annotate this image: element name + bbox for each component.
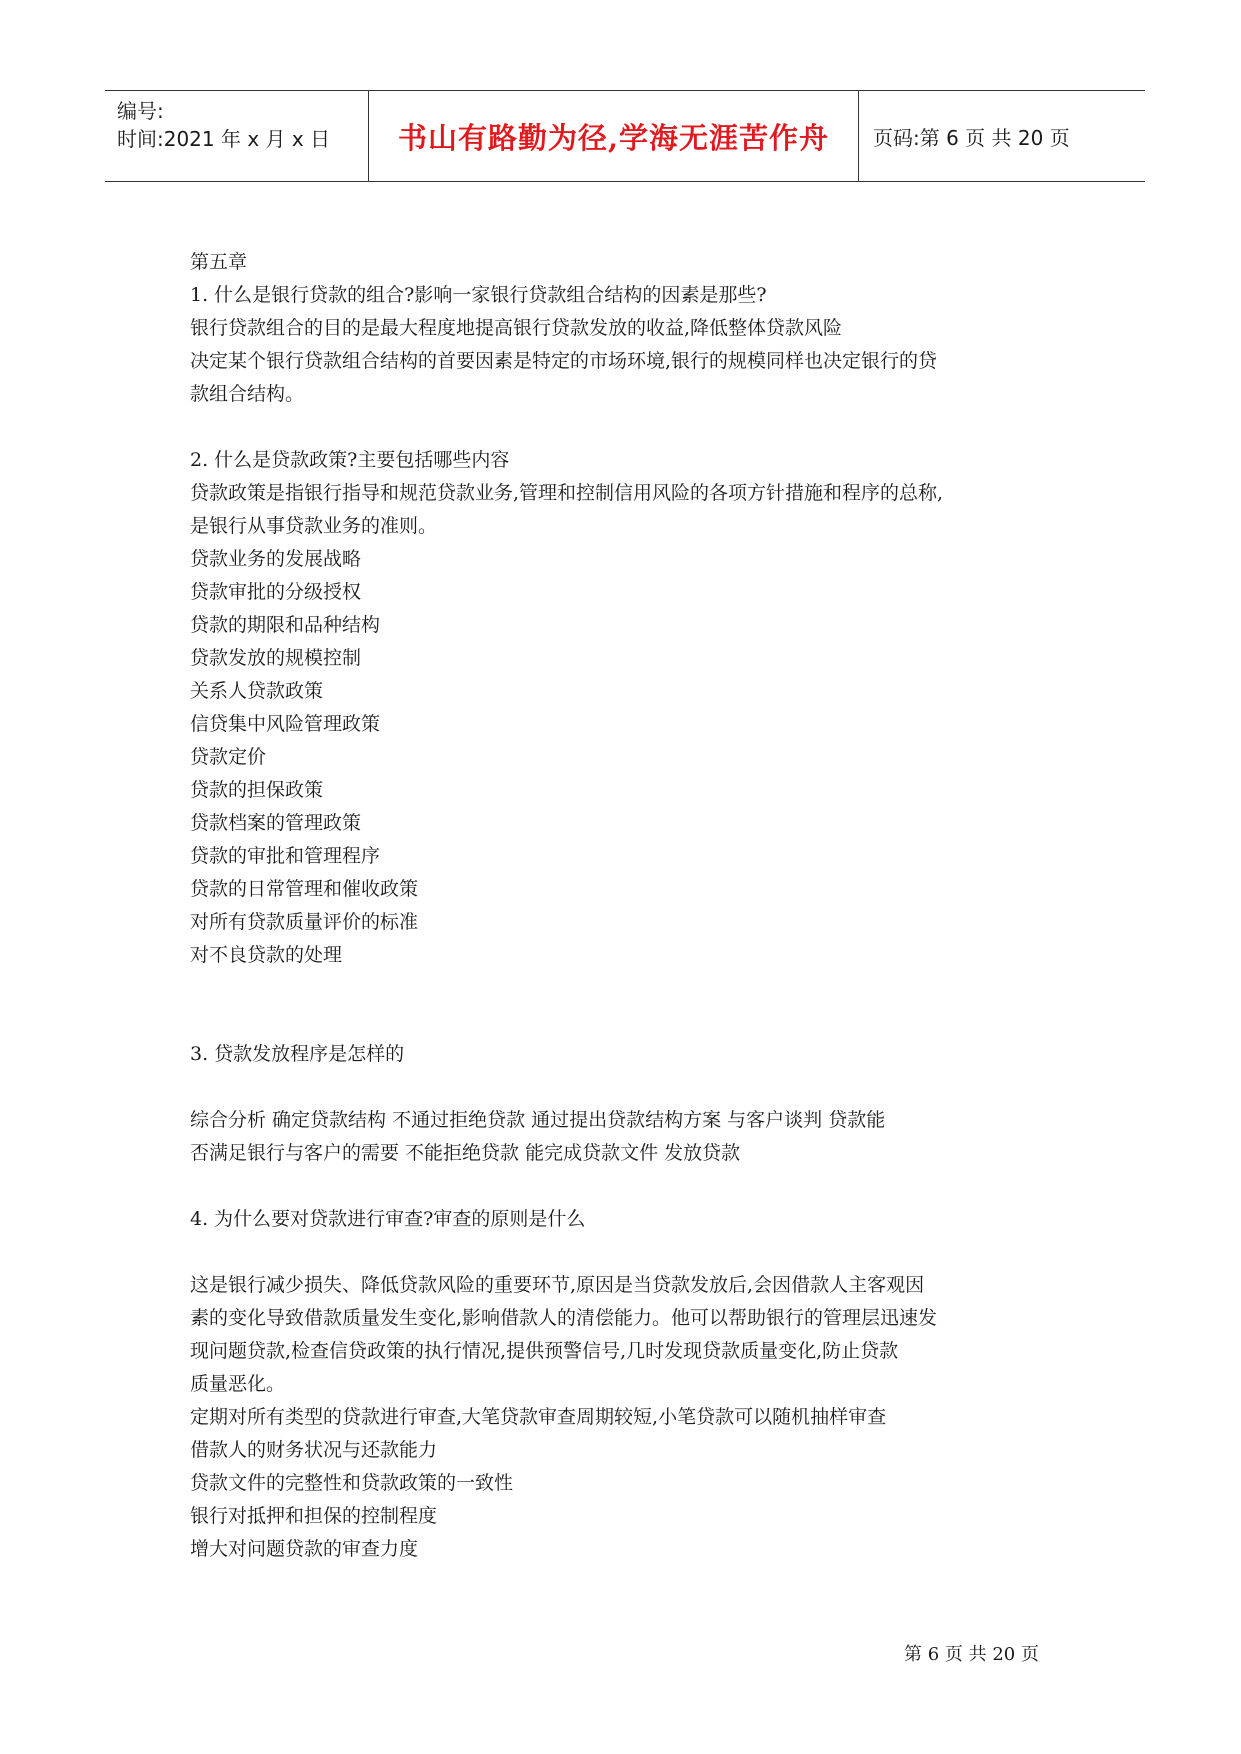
header-page-cell	[859, 91, 1145, 181]
page-header	[105, 90, 1145, 182]
paragraph-line: 否满足银行与客户的需要 不能拒绝贷款 能完成贷款文件 发放贷款	[190, 1142, 741, 1164]
header-page-number: 页码:第 6 页 共 20 页	[873, 125, 1070, 150]
document-body	[190, 246, 1070, 1566]
list-item: 贷款发放的规模控制	[190, 647, 362, 669]
list-item: 贷款的日常管理和催收政策	[190, 878, 419, 900]
paragraph-line: 这是银行减少损失、降低贷款风险的重要环节,原因是当贷款发放后,会因借款人主客观因	[190, 1274, 925, 1296]
question-1-title: 1. 什么是银行贷款的组合?影响一家银行贷款组合结构的因素是那些?	[190, 284, 767, 306]
paragraph-line: 定期对所有类型的贷款进行审查,大笔贷款审查周期较短,小笔贷款可以随机抽样审查	[190, 1406, 887, 1428]
paragraph-line: 综合分析 确定贷款结构 不通过拒绝贷款 通过提出贷款结构方案 与客户谈判 贷款能	[190, 1109, 886, 1131]
list-item: 贷款文件的完整性和贷款政策的一致性	[190, 1472, 514, 1494]
motto-text: 书山有路勤为径,学海无涯苦作舟	[397, 120, 830, 155]
list-item: 贷款业务的发展战略	[190, 548, 362, 570]
blank-line	[190, 411, 1070, 444]
list-item: 贷款的期限和品种结构	[190, 614, 381, 636]
list-item: 贷款的审批和管理程序	[190, 845, 381, 867]
paragraph-line: 质量恶化。	[190, 1373, 286, 1395]
list-item: 银行对抵押和担保的控制程度	[190, 1505, 438, 1527]
header-meta-cell	[105, 91, 369, 181]
paragraph-line: 决定某个银行贷款组合结构的首要因素是特定的市场环境,银行的规模同样也决定银行的贷	[190, 350, 938, 372]
blank-line	[190, 1071, 1070, 1104]
list-item: 信贷集中风险管理政策	[190, 713, 381, 735]
list-item: 对所有贷款质量评价的标准	[190, 911, 419, 933]
list-item: 贷款定价	[190, 746, 267, 768]
list-item: 贷款审批的分级授权	[190, 581, 362, 603]
blank-line	[190, 1170, 1070, 1203]
paragraph-line: 贷款政策是指银行指导和规范贷款业务,管理和控制信用风险的各项方针措施和程序的总称,	[190, 482, 944, 504]
list-item: 关系人贷款政策	[190, 680, 324, 702]
blank-line	[190, 972, 1070, 1005]
paragraph-line: 款组合结构。	[190, 383, 305, 405]
document-number-label: 编号:	[117, 99, 164, 123]
question-3-title: 3. 贷款发放程序是怎样的	[190, 1043, 405, 1065]
document-time-label: 时间:2021 年 x 月 x 日	[117, 127, 331, 151]
list-item: 对不良贷款的处理	[190, 944, 343, 966]
list-item: 借款人的财务状况与还款能力	[190, 1439, 438, 1461]
list-item: 贷款的担保政策	[190, 779, 324, 801]
question-2-title: 2. 什么是贷款政策?主要包括哪些内容	[190, 449, 510, 471]
list-item: 贷款档案的管理政策	[190, 812, 362, 834]
blank-line	[190, 1236, 1070, 1269]
paragraph-line: 现问题贷款,检查信贷政策的执行情况,提供预警信号,几时发现贷款质量变化,防止贷款	[190, 1340, 899, 1362]
paragraph-line: 素的变化导致借款质量发生变化,影响借款人的清偿能力。他可以帮助银行的管理层迅速发	[190, 1307, 938, 1329]
chapter-heading: 第五章	[190, 251, 248, 273]
paragraph-line: 银行贷款组合的目的是最大程度地提高银行贷款发放的收益,降低整体贷款风险	[190, 317, 843, 339]
paragraph-line: 是银行从事贷款业务的准则。	[190, 515, 438, 537]
header-motto-cell	[369, 91, 859, 181]
blank-line	[190, 1005, 1070, 1038]
list-item: 增大对问题贷款的审查力度	[190, 1538, 419, 1560]
question-4-title: 4. 为什么要对贷款进行审查?审查的原则是什么	[190, 1208, 586, 1230]
page-footer-number: 第 6 页 共 20 页	[904, 1644, 1039, 1665]
